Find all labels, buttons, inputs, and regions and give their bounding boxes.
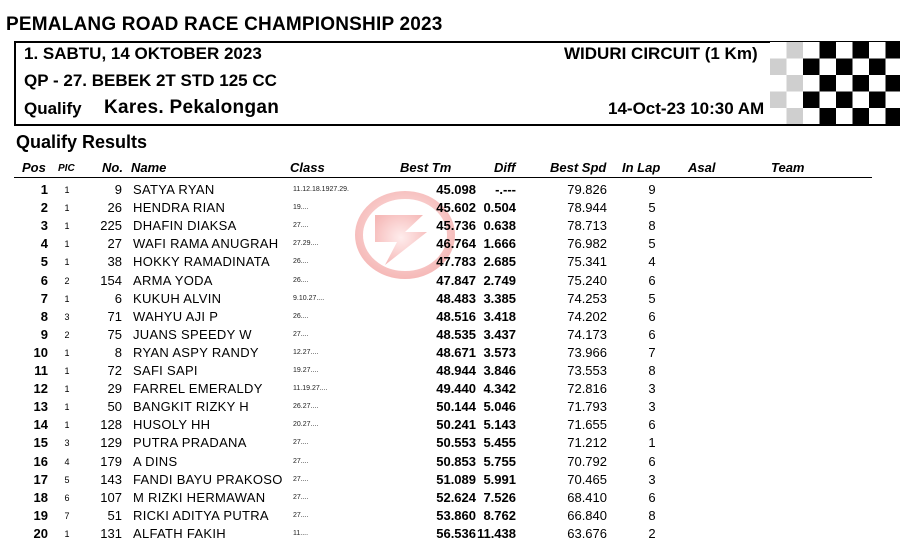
row-diff: 3.418 bbox=[483, 308, 516, 324]
row-diff: 2.749 bbox=[483, 272, 516, 288]
flag-cell bbox=[787, 42, 804, 59]
row-pic: 1 bbox=[64, 384, 70, 395]
flag-cell bbox=[820, 108, 837, 124]
row-pos: 8 bbox=[40, 308, 48, 324]
flag-cell bbox=[869, 92, 886, 109]
row-diff: 11.438 bbox=[476, 525, 516, 541]
row-in-lap: 6 bbox=[648, 453, 656, 469]
flag-cell bbox=[853, 59, 870, 76]
table-row bbox=[0, 198, 900, 216]
row-best-speed: 76.982 bbox=[567, 236, 607, 252]
row-name: PUTRA PRADANA bbox=[133, 435, 247, 451]
row-pos: 12 bbox=[33, 381, 48, 397]
row-name: HOKKY RAMADINATA bbox=[133, 254, 270, 270]
row-pic: 1 bbox=[64, 528, 70, 539]
row-best-speed: 75.240 bbox=[567, 272, 607, 288]
row-pic: 5 bbox=[64, 474, 70, 485]
header-border-left bbox=[14, 41, 16, 125]
row-name: WAFI RAMA ANUGRAH bbox=[133, 236, 279, 252]
row-class: 27.... bbox=[293, 475, 309, 483]
table-row bbox=[0, 415, 900, 433]
flag-cell bbox=[803, 59, 820, 76]
row-name: M RIZKI HERMAWAN bbox=[133, 489, 266, 505]
row-pic: 1 bbox=[64, 239, 70, 250]
row-diff: 0.638 bbox=[483, 218, 516, 234]
flag-cell bbox=[787, 75, 804, 92]
row-class: 26.... bbox=[293, 258, 309, 266]
flag-cell bbox=[770, 59, 787, 76]
row-best-time: 50.241 bbox=[436, 417, 476, 433]
row-pic: 1 bbox=[64, 347, 70, 358]
row-best-speed: 71.655 bbox=[567, 417, 607, 433]
row-best-time: 50.553 bbox=[436, 435, 476, 451]
row-best-time: 48.671 bbox=[436, 344, 476, 360]
table-row bbox=[0, 470, 900, 488]
flag-cell bbox=[787, 108, 804, 124]
row-in-lap: 7 bbox=[648, 344, 656, 360]
row-best-speed: 71.212 bbox=[567, 435, 607, 451]
table-row bbox=[0, 361, 900, 379]
results-title: Qualify Results bbox=[16, 132, 148, 152]
row-diff: 5.046 bbox=[483, 399, 516, 415]
col-best-speed: Best Spd bbox=[550, 160, 607, 175]
row-pic: 1 bbox=[64, 257, 70, 268]
table-row bbox=[0, 289, 900, 307]
row-number: 131 bbox=[100, 525, 122, 541]
flag-cell bbox=[803, 92, 820, 109]
row-best-speed: 66.840 bbox=[567, 507, 607, 523]
row-in-lap: 6 bbox=[648, 272, 656, 288]
flag-cell bbox=[787, 92, 804, 109]
table-row bbox=[0, 506, 900, 524]
row-best-time: 48.516 bbox=[436, 308, 476, 324]
row-in-lap: 2 bbox=[648, 525, 656, 541]
row-pos: 18 bbox=[33, 489, 48, 505]
row-best-time: 51.089 bbox=[436, 471, 476, 487]
flag-cell bbox=[869, 59, 886, 76]
row-best-time: 45.736 bbox=[436, 218, 476, 234]
row-diff: 5.455 bbox=[483, 435, 516, 451]
flag-cell bbox=[886, 92, 900, 109]
row-name: ALFATH FAKIH bbox=[133, 525, 226, 541]
flag-cell bbox=[836, 42, 853, 59]
row-in-lap: 3 bbox=[648, 471, 656, 487]
row-best-speed: 75.341 bbox=[567, 254, 607, 270]
row-pic: 2 bbox=[64, 275, 70, 286]
row-in-lap: 8 bbox=[648, 363, 656, 378]
row-best-time: 50.144 bbox=[436, 399, 476, 415]
flag-cell bbox=[770, 75, 787, 92]
row-name: RYAN ASPY RANDY bbox=[133, 344, 259, 360]
row-number: 71 bbox=[107, 308, 122, 324]
row-pos: 11 bbox=[34, 363, 48, 378]
table-row bbox=[0, 180, 900, 198]
row-pic: 1 bbox=[64, 366, 70, 376]
flag-cell bbox=[836, 75, 853, 92]
flag-cell bbox=[869, 42, 886, 59]
row-diff: 3.573 bbox=[483, 344, 516, 360]
row-pos: 19 bbox=[33, 507, 48, 523]
page-title: PEMALANG ROAD RACE CHAMPIONSHIP 2023 bbox=[6, 14, 443, 35]
row-in-lap: 3 bbox=[648, 381, 656, 397]
row-name: DHAFIN DIAKSA bbox=[133, 218, 237, 234]
row-pic: 6 bbox=[64, 492, 70, 503]
flag-cell bbox=[886, 108, 900, 124]
row-best-time: 46.764 bbox=[436, 236, 476, 252]
row-number: 9 bbox=[114, 182, 122, 197]
row-number: 51 bbox=[107, 507, 122, 523]
row-number: 38 bbox=[107, 254, 122, 270]
header-border-bottom bbox=[14, 124, 900, 126]
flag-cell bbox=[853, 92, 870, 109]
row-number: 225 bbox=[100, 218, 122, 234]
col-class: Class bbox=[290, 160, 325, 175]
header-rule bbox=[14, 177, 872, 178]
row-in-lap: 8 bbox=[648, 507, 656, 523]
row-in-lap: 4 bbox=[648, 254, 656, 270]
row-pos: 1 bbox=[40, 182, 48, 197]
row-pic: 7 bbox=[64, 510, 70, 521]
row-class: 27.... bbox=[293, 511, 309, 519]
row-number: 26 bbox=[107, 200, 122, 216]
row-diff: 0.504 bbox=[483, 200, 516, 216]
flag-cell bbox=[820, 42, 837, 59]
table-row bbox=[0, 252, 900, 270]
row-number: 50 bbox=[107, 399, 122, 415]
row-in-lap: 6 bbox=[648, 326, 656, 342]
row-number: 128 bbox=[100, 417, 122, 433]
col-pos: Pos bbox=[22, 160, 46, 175]
row-class: 11.19.27.... bbox=[293, 385, 328, 393]
row-best-speed: 78.944 bbox=[567, 200, 607, 216]
row-class: 26.27.... bbox=[293, 403, 319, 411]
row-in-lap: 1 bbox=[648, 435, 656, 451]
row-name: FANDI BAYU PRAKOSO bbox=[133, 471, 283, 487]
col-no: No. bbox=[102, 160, 123, 175]
row-best-speed: 74.173 bbox=[567, 326, 607, 342]
row-in-lap: 5 bbox=[648, 290, 656, 306]
row-diff: -.--- bbox=[495, 182, 516, 197]
row-diff: 5.143 bbox=[483, 417, 516, 433]
row-pos: 5 bbox=[40, 254, 48, 270]
flag-cell bbox=[836, 92, 853, 109]
flag-cell bbox=[770, 92, 787, 109]
row-diff: 4.342 bbox=[483, 381, 516, 397]
row-pos: 9 bbox=[40, 326, 48, 342]
row-pos: 17 bbox=[33, 471, 48, 487]
row-best-time: 49.440 bbox=[436, 381, 476, 397]
table-row bbox=[0, 397, 900, 415]
table-row bbox=[0, 271, 900, 289]
row-pos: 7 bbox=[40, 290, 48, 306]
col-asal: Asal bbox=[688, 160, 716, 175]
row-name: SATYA RYAN bbox=[133, 182, 215, 197]
flag-cell bbox=[886, 59, 900, 76]
row-best-time: 48.535 bbox=[436, 326, 476, 342]
row-pos: 20 bbox=[33, 525, 48, 541]
row-pic: 1 bbox=[64, 203, 70, 214]
row-best-time: 45.098 bbox=[436, 182, 476, 197]
row-best-speed: 79.826 bbox=[567, 182, 607, 197]
row-class: 12.27.... bbox=[293, 348, 319, 356]
row-pic: 2 bbox=[64, 329, 70, 340]
race-class: QP - 27. BEBEK 2T STD 125 CC bbox=[24, 71, 277, 90]
row-best-speed: 74.202 bbox=[567, 308, 607, 324]
row-diff: 5.755 bbox=[483, 453, 516, 469]
flag-cell bbox=[803, 75, 820, 92]
table-row bbox=[0, 524, 900, 542]
row-best-speed: 63.676 bbox=[567, 525, 607, 541]
row-number: 72 bbox=[107, 363, 122, 378]
row-in-lap: 6 bbox=[648, 308, 656, 324]
row-class: 26.... bbox=[293, 312, 309, 320]
row-number: 29 bbox=[107, 381, 122, 397]
row-diff: 8.762 bbox=[483, 507, 516, 523]
row-diff: 3.385 bbox=[483, 290, 516, 306]
checkered-flag-icon bbox=[770, 42, 900, 124]
session-group: Kares. Pekalongan bbox=[104, 97, 280, 118]
table-row bbox=[0, 488, 900, 506]
row-best-time: 47.783 bbox=[436, 254, 476, 270]
row-best-speed: 70.792 bbox=[567, 453, 607, 469]
row-best-time: 52.624 bbox=[436, 489, 476, 505]
flag-cell bbox=[836, 59, 853, 76]
row-best-speed: 71.793 bbox=[567, 399, 607, 415]
row-class: 27.... bbox=[293, 493, 309, 501]
col-name: Name bbox=[131, 160, 167, 175]
table-row bbox=[0, 325, 900, 343]
flag-cell bbox=[836, 108, 853, 124]
flag-cell bbox=[820, 75, 837, 92]
row-best-speed: 73.966 bbox=[567, 344, 607, 360]
row-class: 11.12.18.1927.29. bbox=[293, 186, 349, 193]
col-pic: PIC bbox=[58, 163, 75, 174]
flag-cell bbox=[869, 75, 886, 92]
row-name: RICKI ADITYA PUTRA bbox=[133, 507, 269, 523]
row-name: SAFI SAPI bbox=[133, 363, 198, 378]
row-number: 107 bbox=[100, 489, 122, 505]
row-name: JUANS SPEEDY W bbox=[133, 326, 252, 342]
row-best-speed: 68.410 bbox=[567, 489, 607, 505]
flag-cell bbox=[886, 42, 900, 59]
col-diff: Diff bbox=[494, 160, 516, 175]
row-class: 27.... bbox=[293, 457, 309, 465]
row-class: 27.... bbox=[293, 222, 309, 230]
table-row bbox=[0, 343, 900, 361]
row-number: 129 bbox=[100, 435, 122, 451]
row-number: 154 bbox=[100, 272, 122, 288]
row-diff: 3.846 bbox=[483, 363, 516, 378]
table-row bbox=[0, 379, 900, 397]
row-diff: 2.685 bbox=[483, 254, 516, 270]
row-pos: 2 bbox=[40, 200, 48, 216]
row-name: HENDRA RIAN bbox=[133, 200, 226, 216]
table-row bbox=[0, 307, 900, 325]
row-pic: 1 bbox=[64, 402, 70, 413]
row-best-time: 45.602 bbox=[436, 200, 476, 216]
row-pos: 10 bbox=[33, 344, 48, 360]
row-class: 26.... bbox=[293, 276, 309, 284]
row-name: KUKUH ALVIN bbox=[133, 290, 222, 306]
flag-cell bbox=[853, 75, 870, 92]
col-team: Team bbox=[771, 160, 805, 175]
row-class: 27.29.... bbox=[293, 240, 319, 248]
event-date: 1. SABTU, 14 OKTOBER 2023 bbox=[24, 44, 262, 63]
row-pic: 1 bbox=[64, 221, 70, 232]
flag-cell bbox=[853, 42, 870, 59]
row-number: 27 bbox=[107, 236, 122, 252]
row-in-lap: 9 bbox=[648, 182, 656, 197]
row-pic: 3 bbox=[64, 438, 70, 449]
flag-cell bbox=[853, 108, 870, 124]
row-best-time: 56.536 bbox=[436, 525, 476, 541]
row-name: FARREL EMERALDY bbox=[133, 381, 263, 397]
col-best-time: Best Tm bbox=[400, 160, 452, 175]
row-best-speed: 78.713 bbox=[567, 218, 607, 234]
row-number: 8 bbox=[114, 344, 122, 360]
row-pic: 3 bbox=[64, 311, 70, 322]
row-pos: 6 bbox=[40, 272, 48, 288]
row-in-lap: 5 bbox=[648, 236, 656, 252]
flag-cell bbox=[869, 108, 886, 124]
flag-cell bbox=[803, 108, 820, 124]
flag-cell bbox=[820, 92, 837, 109]
row-class: 19.27.... bbox=[293, 367, 319, 374]
row-pic: 1 bbox=[64, 420, 70, 431]
row-diff: 1.666 bbox=[483, 236, 516, 252]
row-best-time: 48.944 bbox=[436, 363, 476, 378]
row-best-speed: 73.553 bbox=[567, 363, 607, 378]
row-in-lap: 3 bbox=[648, 399, 656, 415]
table-row bbox=[0, 216, 900, 234]
flag-cell bbox=[770, 42, 787, 59]
row-number: 179 bbox=[100, 453, 122, 469]
flag-cell bbox=[803, 42, 820, 59]
row-diff: 3.437 bbox=[483, 326, 516, 342]
row-pos: 4 bbox=[40, 236, 48, 252]
row-in-lap: 6 bbox=[648, 489, 656, 505]
row-pos: 14 bbox=[33, 417, 48, 433]
row-best-time: 50.853 bbox=[436, 453, 476, 469]
row-in-lap: 6 bbox=[648, 417, 656, 433]
row-pos: 13 bbox=[33, 399, 48, 415]
flag-cell bbox=[820, 59, 837, 76]
flag-cell bbox=[886, 75, 900, 92]
row-diff: 7.526 bbox=[483, 489, 516, 505]
header-border-top bbox=[14, 41, 900, 43]
table-row bbox=[0, 433, 900, 451]
row-class: 27.... bbox=[293, 439, 309, 447]
row-class: 20.27.... bbox=[293, 421, 319, 429]
col-in-lap: In Lap bbox=[622, 160, 661, 175]
table-row bbox=[0, 452, 900, 470]
row-best-time: 53.860 bbox=[436, 507, 476, 523]
session-datetime: 14-Oct-23 10:30 AM bbox=[608, 99, 765, 118]
session-label: Qualify bbox=[24, 99, 82, 118]
row-name: ARMA YODA bbox=[133, 272, 213, 288]
row-pic: 1 bbox=[64, 185, 70, 195]
table-row bbox=[0, 234, 900, 252]
row-best-speed: 72.816 bbox=[567, 381, 607, 397]
row-name: HUSOLY HH bbox=[133, 417, 211, 433]
row-in-lap: 8 bbox=[648, 218, 656, 234]
row-pic: 1 bbox=[64, 293, 70, 304]
row-best-time: 47.847 bbox=[436, 272, 476, 288]
row-number: 143 bbox=[100, 471, 122, 487]
row-class: 9.10.27.... bbox=[293, 294, 325, 302]
flag-cell bbox=[787, 59, 804, 76]
row-class: 19.... bbox=[293, 204, 309, 212]
flag-cell bbox=[770, 108, 787, 124]
row-number: 75 bbox=[107, 326, 122, 342]
row-class: 27.... bbox=[293, 330, 309, 338]
row-best-speed: 74.253 bbox=[567, 290, 607, 306]
circuit-name: WIDURI CIRCUIT (1 Km) bbox=[564, 44, 758, 63]
row-name: WAHYU AJI P bbox=[133, 308, 219, 324]
row-best-time: 48.483 bbox=[436, 290, 476, 306]
row-best-speed: 70.465 bbox=[567, 471, 607, 487]
row-pos: 3 bbox=[40, 218, 48, 234]
row-pos: 16 bbox=[33, 453, 48, 469]
row-name: BANGKIT RIZKY H bbox=[133, 399, 249, 415]
row-diff: 5.991 bbox=[483, 471, 516, 487]
row-pic: 4 bbox=[64, 456, 70, 467]
row-name: A DINS bbox=[133, 453, 178, 469]
row-class: 11.... bbox=[293, 529, 309, 537]
row-number: 6 bbox=[114, 290, 122, 306]
row-in-lap: 5 bbox=[648, 200, 656, 216]
row-pos: 15 bbox=[33, 435, 48, 451]
